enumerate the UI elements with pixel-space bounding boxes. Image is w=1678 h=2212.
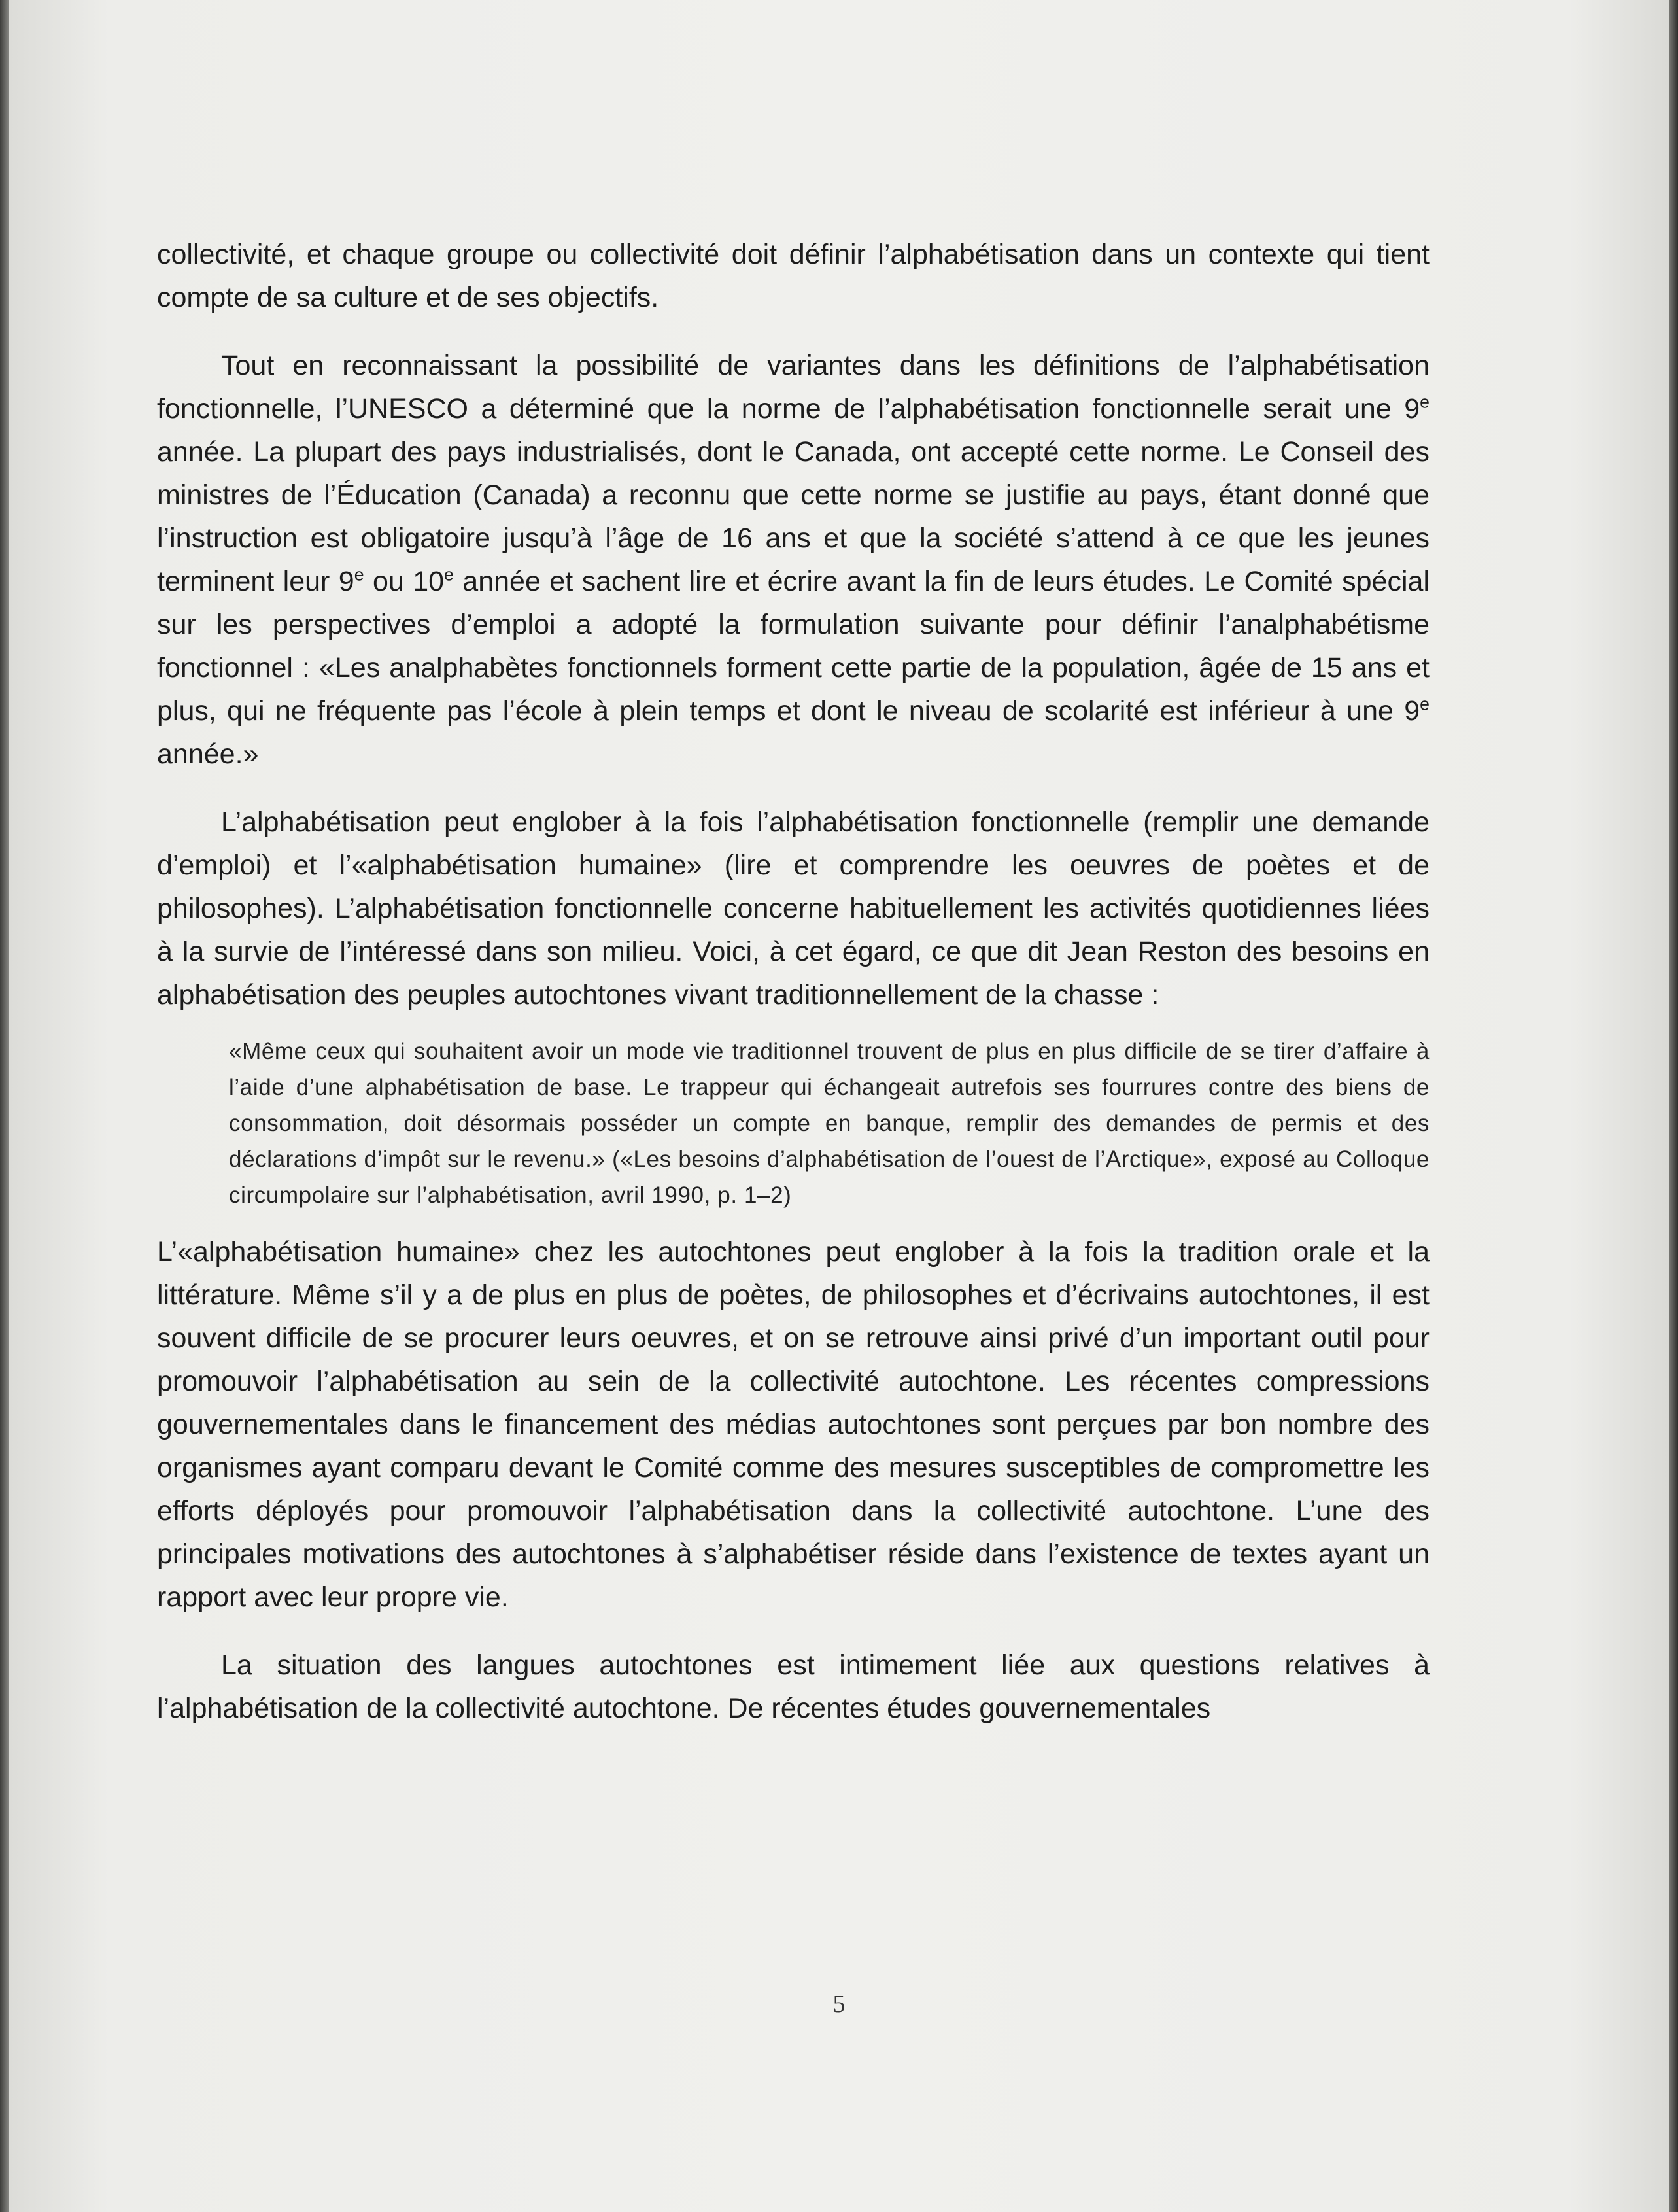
scan-border-left — [0, 0, 9, 2212]
paragraph-5: La situation des langues autochtones est intimement liée aux questions relatives à l’alphabétisation de la collectivité autochtone. De récentes études gouvernementales — [157, 1650, 1430, 1724]
paragraph-2-part-e: année.» — [157, 738, 259, 770]
paragraph-2-part-b: année. La plupart des pays industrialisés, dont le Canada, ont accepté cette norme. Le Conseil des ministres de l’Éducation (Canada) a reconnu que cette norme se justifie au pays, étant donné que l’instruction est obligatoire jusqu’à l’âge de 16 ans et que la société s’attend à ce que les jeunes terminent leur 9 — [157, 436, 1430, 597]
block-quote: «Même ceux qui souhaitent avoir un mode vie traditionnel trouvent de plus en plus difficile de se tirer d’affaire à l’aide d’une alphabétisation de base. Le trappeur qui échangeait autrefois ses fourrures contre des biens de consommation, doit désormais posséder un compte en banque, remplir des demandes de permis et des déclarations d’impôt sur le revenu.» («Les besoins d’alphabétisation de l’ouest de l’Arctique», exposé au Colloque circumpolaire sur l’alphabétisation, avril 1990, p. 1–2) — [229, 1039, 1430, 1208]
paragraph-4: L’«alphabétisation humaine» chez les autochtones peut englober à la fois la tradition orale et la littérature. Même s’il y a de plus en plus de poètes, de philosophes et d’écrivains autochtones, il est souvent difficile de se procurer leurs oeuvres, et on se retrouve ainsi privé d’un important outil pour promouvoir l’alphabétisation au sein de la collectivité autochtone. Les récentes compressions gouvernementales dans le financement des médias autochtones sont perçues par bon nombre des organismes ayant comparu devant le Comité comme des mesures susceptibles de compromettre les efforts déployés pour promouvoir l’alphabétisation dans la collectivité autochtone. L’une des principales motivations des autochtones à s’alphabétiser réside dans l’existence de textes ayant un rapport avec leur propre vie. — [157, 1236, 1430, 1613]
superscript-e: e — [1420, 392, 1430, 412]
superscript-e: e — [1420, 694, 1430, 714]
paragraph-2 — [157, 344, 1430, 776]
paragraph-2-part-d: année et sachent lire et écrire avant la fin de leurs études. Le Comité spécial sur les perspectives d’emploi a adopté la formulation suivante pour définir l’analphabétisme fonctionnel : «Les analphabètes fonctionnels forment cette partie de la population, âgée de 15 ans et plus, qui ne fréquente pas l’école à plein temps et dont le niveau de scolarité est inférieur à une 9 — [157, 566, 1430, 727]
superscript-e: e — [354, 564, 364, 585]
scan-border-right — [1669, 0, 1678, 2212]
paragraph-3: L’alphabétisation peut englober à la fois l’alphabétisation fonctionnelle (remplir une demande d’emploi) et l’«alphabétisation humaine» (lire et comprendre les oeuvres de poètes et de philosophes). L’alphabétisation fonctionnelle concerne habituellement les activités quotidiennes liées à la survie de l’intéressé dans son milieu. Voici, à cet égard, ce que dit Jean Reston des besoins en alphabétisation des peuples autochtones vivant traditionnellement de la chasse : — [157, 806, 1430, 1011]
paragraph-2-part-c: ou 10 — [364, 566, 445, 597]
paragraph-1: collectivité, et chaque groupe ou collectivité doit définir l’alphabétisation dans un contexte qui tient compte de sa culture et de ses objectifs. — [157, 239, 1430, 313]
page-number: 5 — [832, 1990, 846, 2018]
document-page — [9, 0, 1669, 2212]
superscript-e: e — [444, 564, 454, 585]
body-text — [157, 233, 1430, 1730]
paragraph-2-part-a: Tout en reconnaissant la possibilité de variantes dans les définitions de l’alphabétisation fonctionnelle, l’UNESCO a déterminé que la norme de l’alphabétisation fonctionnelle serait une 9 — [157, 350, 1430, 424]
